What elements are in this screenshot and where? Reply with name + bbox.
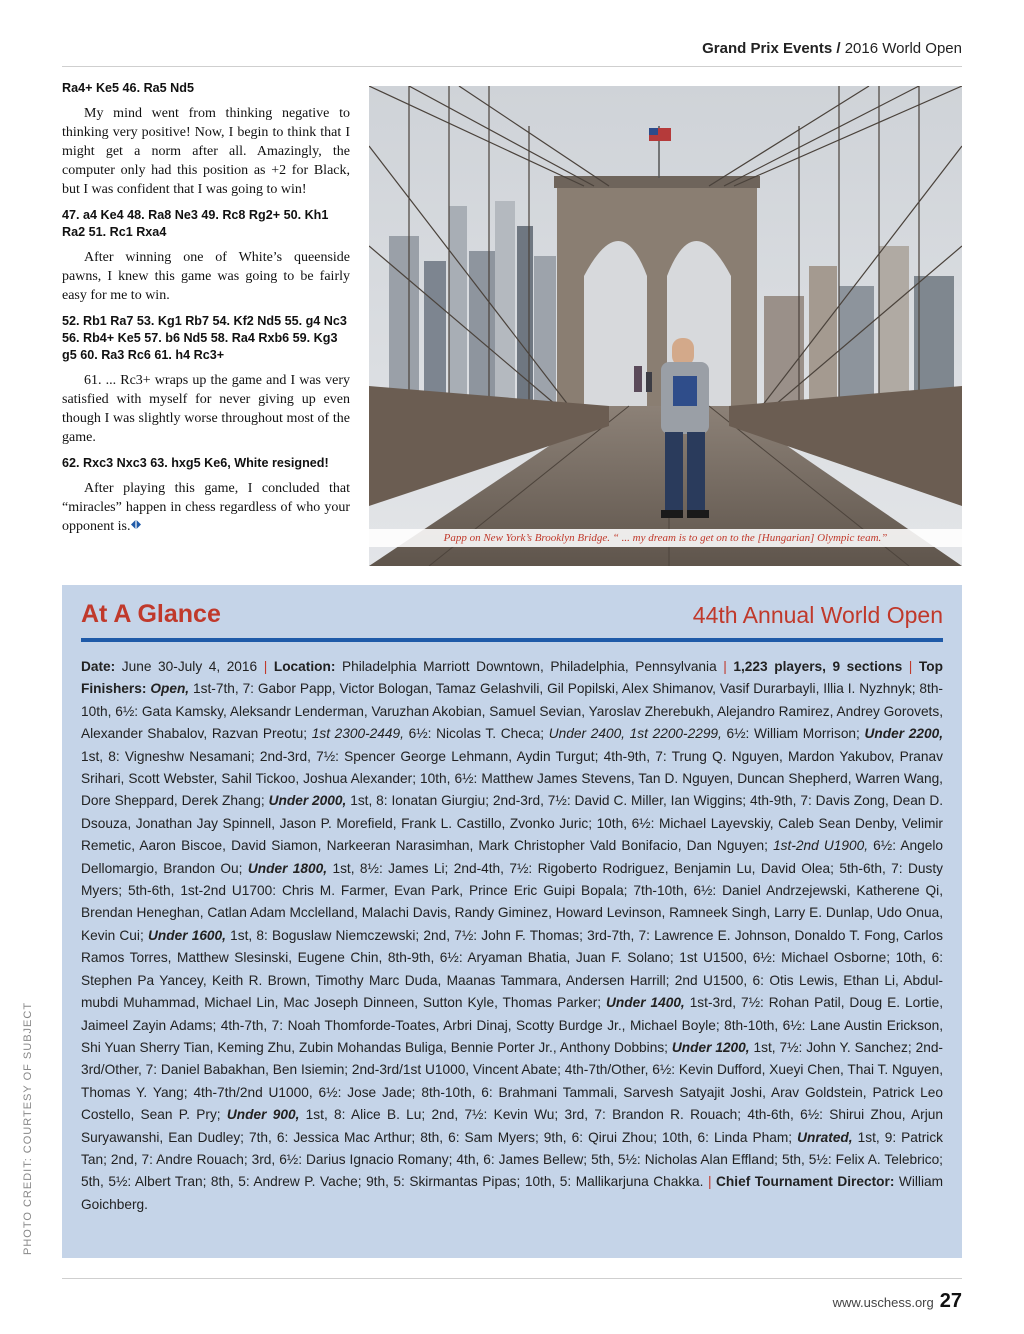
at-a-glance-box	[62, 585, 962, 1258]
result-text: 1st, 8: Ionatan Giurgiu; 2nd-3rd, 7½: David C. Miller, Ian Wiggins; 4th-9th, 7: Davis Zong, Dean D. Dsouza, Jonathan Jay Spinnell, Jason P. Morefield, Frank L. Castillo, Zvonko Juric; 10th, 6½: Michael Layevskiy, Caleb Sean Denby, Velimir Remetic, Aaron Biscoe, David Siamon, Narkeeran Narasimhan, Mark Christopher Vald Bonifacio, Dan Nguyen;	[81, 793, 944, 854]
result-text: Philadelphia Marriott Downtown, Philadelphia, Pennsylvania	[335, 659, 724, 674]
label-bold: Date:	[81, 659, 116, 674]
article-paragraph: After winning one of White’s queenside pawns, I knew this game was going to be fairly easy for me to win.	[62, 250, 350, 303]
chess-moves: 47. a4 Ke4 48. Ra8 Ne3 49. Rc8 Rg2+ 50. Kh1 Ra2 51. Rc1 Rxa4	[62, 208, 329, 239]
chess-moves: 52. Rb1 Ra7 53. Kg1 Rb7 54. Kf2 Nd5 55. g4 Nc3 56. Rb4+ Ke5 57. b6 Nd5 58. Ra4 Rxb6 59. Kg3 g5 60. Ra3 Rc6 61. h4 Rc3+	[62, 314, 347, 362]
glance-divider	[81, 638, 943, 642]
glance-results-text	[81, 656, 943, 1216]
header-section: Grand Prix Events	[702, 40, 833, 57]
result-text: 1st, 8: Boguslaw Niemczewski; 2nd, 7½: John F. Thomas; 3rd-7th, 7: Lawrence E. Johnson, Donaldo T. Fong, Carlos Ramos Torres, Matthew Slesinski, Eugene Chin, 8th-9th, 6½: Aryaman Bhatia, Juan F. Solano; 1st U1500, 6½: Michael Osborne; 10th, 6: Stephen Pa Yancey, Keith R. Brown, Timothy Marc Duda, Maanas Tammara, Andersen Harrill; 2nd U1500, 6: Otis Lewis, Ethan Li, Abdul-mubdi Muhammad, Michael Lin, Mac Joseph Dinneen, Sutton Kyle, Thomas Parker;	[81, 927, 944, 1011]
article-paragraph: 61. ... Rc3+ wraps up the game and I was very satisfied with myself for never giving up even though I was slightly worse throughout most of the game.	[62, 373, 350, 445]
result-text: 1st-7th, 7: Gabor Papp, Victor Bologan, Tamaz Gelashvili, Gil Popilski, Alex Shimanov, Vasif Durarbayli, Illia I. Nyzhnyk; 8th-10th, 6½: Gata Kamsky, Aleksandr Lenderman, Varuzhan Akobian, Samuel Sevian, Yaroslav Zherebukh, Alejandro Ramirez, Andrey Gorovets, Alexander Shabalov, Razvan Preotu;	[81, 681, 943, 742]
photo-credit: PHOTO CREDIT: COURTESY OF SUBJECT	[22, 1001, 34, 1255]
section-name: Under 1200,	[671, 1039, 750, 1055]
result-text: William Goichberg.	[81, 1174, 943, 1212]
result-text: 1st-3rd, 7½: Rohan Patil, Doug E. Lortie, Jaimeel Zayin Adams; 4th-7th, 7: Noah Thomforde-Toates, Arbri Dinaj, Scotty Burdge Jr., Michael Boyle; 8th-10th, 6½: Lane Austin Erickson, Shi Yuan Sherry Tian, Keming Zhu, Zubin Mohandas Buliga, Bennie Porter Jr., Anthony Dobbins;	[81, 995, 944, 1055]
article-paragraph: My mind went from thinking negative to thinking very positive! Now, I begin to think that I might get a norm after all. Amazingly, the computer only had this position as +2 for Black, but I was confident that I was going to win!	[62, 106, 350, 197]
label-bold: 1,223 players, 9 sections	[733, 659, 903, 674]
separator: |	[263, 659, 268, 674]
result-text: 1st, 9: Patrick Tan; 2nd, 7: Andre Rouach; 3rd, 6½: Darius Ignacio Romany; 4th, 6: James Bellew; 5th, 5½: Nicholas Alan Effland; 5th, 5½: Felix A. Telebrico; 5th, 5½: Albert Tran; 8th, 5: Andrew P. Vache; 9th, 5: Skirmantas Pipas; 10th, 5: Mallikarjuna Chakka.	[81, 1129, 944, 1190]
glance-title: At A Glance	[81, 600, 221, 628]
photo-illustration	[369, 86, 962, 566]
separator: |	[723, 659, 727, 674]
section-name: Under 1400,	[606, 995, 685, 1011]
result-text: 6½: Nicolas T. Checa;	[403, 726, 549, 742]
header-title: 2016 World Open	[844, 40, 962, 57]
footer-rule	[62, 1278, 962, 1279]
article-column	[62, 80, 350, 544]
section-name: Under 1800,	[247, 860, 328, 876]
result-text: 1st, 7½: John Y. Sanchez; 2nd-3rd/Other, 7: Daniel Babakhan, Ben Isiemin; 2nd-3rd/1st U1000, Vincent Abate; 4th-7th/Other, 6½: Kevin Dufford, Xueyi Chen, Thai T. Nguyen, Thomas Y. Yang; 4th-7th/2nd U1000, 6½: Jose Jade; 8th-10th, 6: Brahmani Tammali, Sarvesh Satyajit Joshi, Arav Goldstein, Patrick Leo Costello, Sean P. Pry;	[81, 1039, 943, 1123]
knight-endmark-icon	[130, 519, 142, 530]
result-text: 6½: William Morrison;	[721, 726, 865, 742]
sub-section-name: 1st-2nd U1900,	[773, 838, 869, 854]
result-text: 1st, 8½: James Li; 2nd-4th, 7½: Rigoberto Rodriguez, Benjamin Lu, David Olea; 5th-6th, 7: Dusty Myers; 5th-6th, 1st-2nd U1700: Chris M. Farmer, Evan Park, Prince Eric Guipi Bopala; 7th-10th, 6½: Daniel Andrzejewski, Katherene Qi, Brendan Heneghan, Catlan Adam Mcclelland, Malachi Davis, Randy Giminez, Howard Levinson, Ramneek Singh, Larry E. Dunlap, Udo Onua, Kevin Cui;	[81, 860, 943, 943]
page-footer	[833, 1290, 962, 1313]
separator: |	[707, 1174, 712, 1190]
header-divider: /	[832, 40, 845, 57]
separator: |	[908, 659, 913, 674]
result-text: 6½: Angelo Dellomargio, Brandon Ou;	[81, 838, 944, 876]
brooklyn-bridge-photo	[369, 86, 962, 566]
result-text: 1st, 8: Alice B. Lu; 2nd, 7½: Kevin Wu; 3rd, 7: Brandon R. Rouach; 4th-6th, 6½: Shirui Zhou, Arjun Suryawanshi, Ean Dudley; 7th, 6: Jessica Mac Arthur; 8th, 6: Sam Myers; 9th, 6: Qirui Zhou; 10th, 6: Linda Pham;	[81, 1107, 943, 1145]
label-bold: Location:	[273, 659, 336, 674]
label-bold: Chief Tournament Director:	[716, 1174, 895, 1190]
section-name: Open,	[150, 681, 190, 697]
section-name: Under 1600,	[147, 927, 226, 943]
section-name: Under 2000,	[268, 793, 347, 809]
article-paragraph: After playing this game, I concluded that “miracles” happen in chess regardless of who your opponent is.	[62, 481, 350, 534]
section-name: Under 900,	[226, 1107, 300, 1123]
running-header	[62, 40, 962, 67]
sub-section-name: Under 2400, 1st 2200-2299,	[548, 726, 722, 742]
chess-moves: Ra4+ Ke5 46. Ra5 Nd5	[62, 81, 194, 95]
glance-subtitle: 44th Annual World Open	[692, 602, 943, 628]
label-bold: Top Finishers:	[81, 659, 943, 697]
footer-url: www.uschess.org	[832, 1295, 934, 1310]
page-number: 27	[939, 1290, 962, 1312]
photo-caption: Papp on New York’s Brooklyn Bridge. “ ... my dream is to get on to the [Hungarian] Olympic team.”	[369, 529, 962, 547]
result-text: June 30-July 4, 2016	[115, 659, 264, 674]
chess-moves: 62. Rxc3 Nxc3 63. hxg5 Ke6, White resigned!	[62, 456, 329, 470]
sub-section-name: 1st 2300-2449,	[311, 726, 404, 742]
section-name: Under 2200,	[864, 726, 944, 742]
section-name: Unrated,	[797, 1129, 853, 1145]
result-text: 1st, 8: Vigneshw Nesamani; 2nd-3rd, 7½: Spencer George Lehmann, Aydin Turgut; 4th-9th, 7: Trung Q. Nguyen, Mardon Yakubov, Pranav Srihari, Scott Webster, Sahil Tickoo, Joshua Alexander; 10th, 6½: Matthew James Stevens, Tan D. Nguyen, Duncan Shepherd, Warren Wang, Dore Sheppard, Derek Zhang;	[81, 748, 943, 809]
